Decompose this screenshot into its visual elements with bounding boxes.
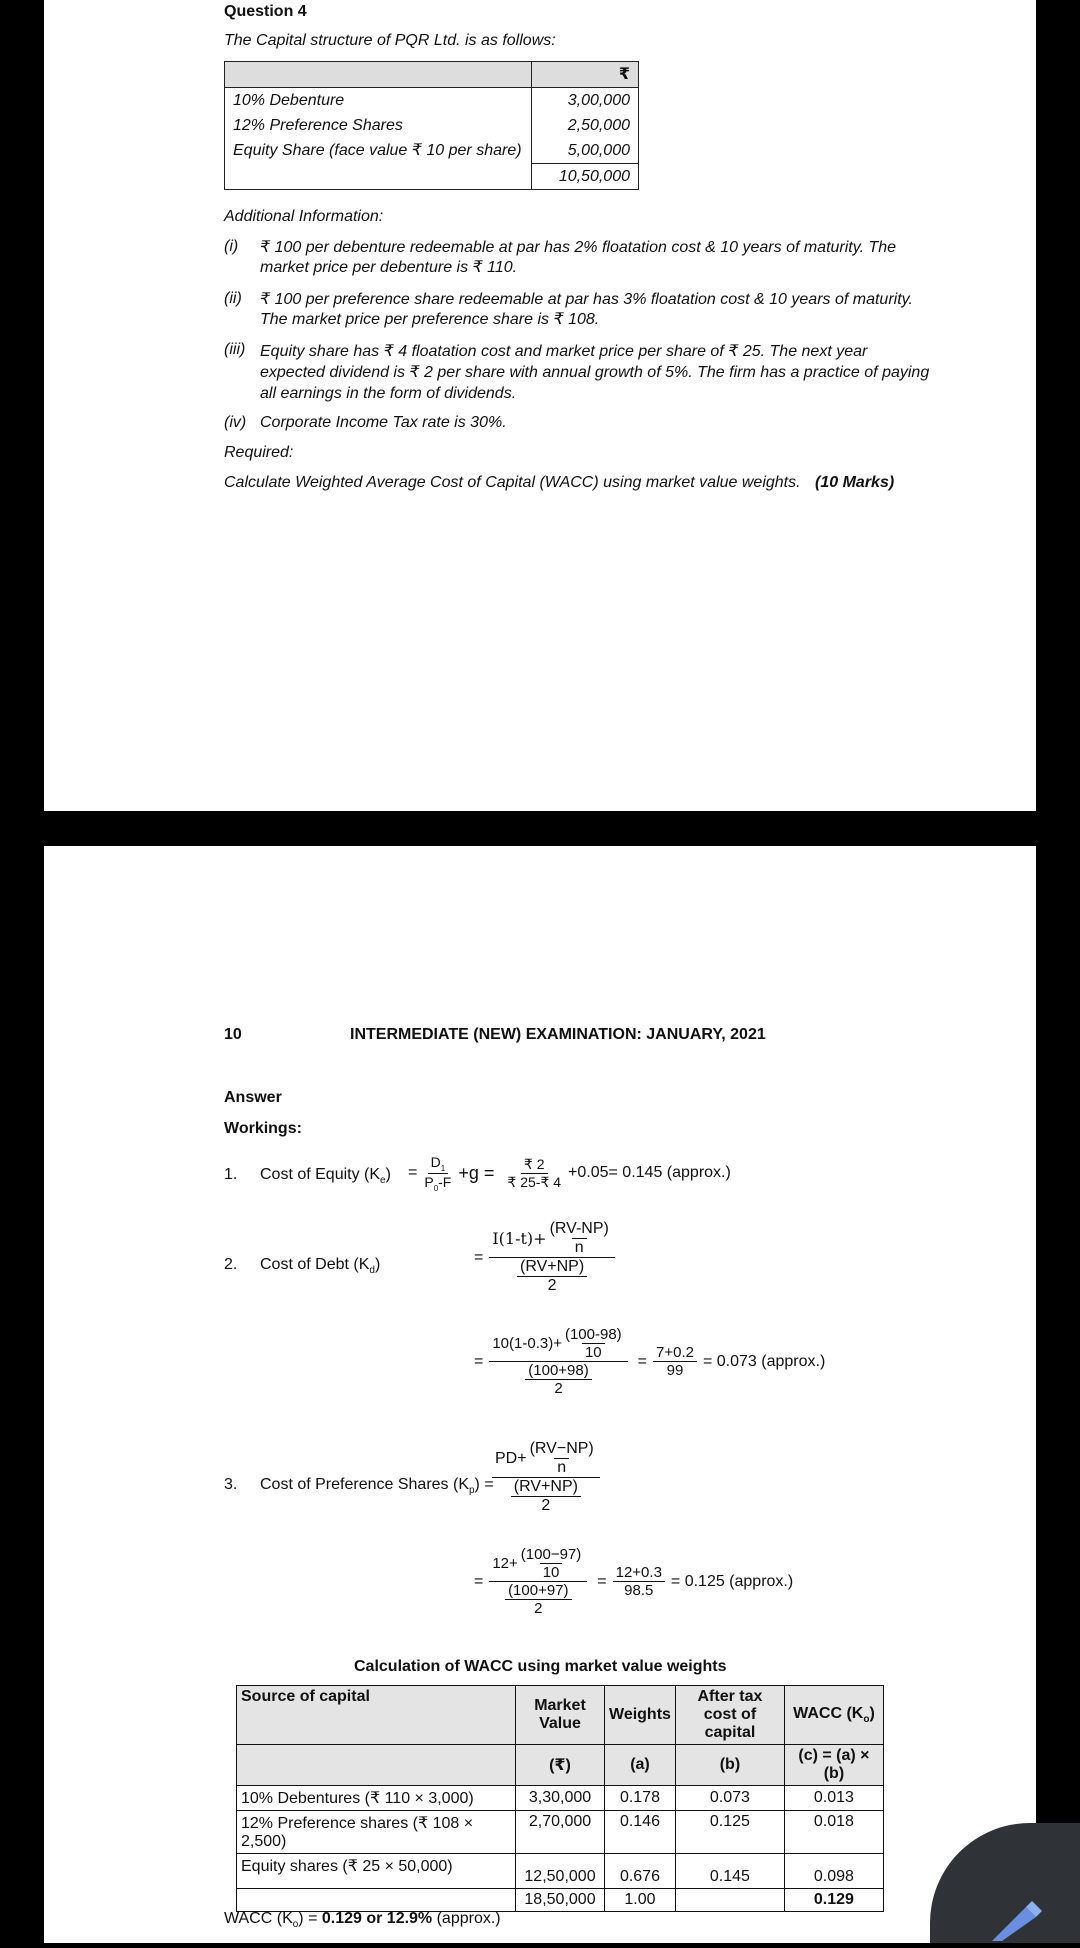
header-wacc: WACC $(K_o)$ — [784, 1686, 883, 1745]
working-1-number: 1. — [224, 1166, 238, 1183]
header-market-value: Market Value — [516, 1686, 605, 1745]
capital-structure-table — [224, 61, 639, 190]
working-3-number: 3. — [224, 1476, 238, 1493]
working-1-formula: = $\frac{D_1}{P_0-F}$ +g = $\frac{₹ 2}{₹ 25-₹ 4}$ +0.05= 0.145 (approx.) — [408, 1154, 731, 1193]
required-text: Calculate Weighted Average Cost of Capital (WACC) using market value weights. (10 Marks) — [224, 474, 895, 491]
table-row: 12% Preference Shares 2,50,000 — [225, 113, 639, 138]
working-2-formula: = I(1-t)+ $\frac{(RV-NP)}{n}$ $\frac{(RV+NP)}{2}$ — [474, 1220, 615, 1295]
working-3-label: Cost of Preference Shares $(K_p)$ = — [260, 1476, 494, 1497]
table-total-row — [225, 164, 639, 190]
working-1-label: Cost of Equity $(K_e)$ — [260, 1166, 391, 1187]
table-units-row: (₹) (a) (b) (c) = (a) × (b) — [237, 1745, 884, 1786]
table-row: 12% Preference shares (₹ 108 × 2,500) 2,70,000 0.146 0.125 0.018 — [237, 1811, 884, 1854]
table-header-row — [237, 1686, 884, 1745]
final-wacc: WACC $(K_o) = 0.129$ or 12.9% (approx.) — [224, 1910, 501, 1931]
table-row: 10% Debentures (₹ 110 × 3,000) 3,30,000 0.178 0.073 0.013 — [237, 1786, 884, 1811]
item-num: (iii) — [224, 341, 246, 358]
info-item: Equity share has ₹ 4 floatation cost and market price per share of ₹ 25. The next year expected dividend is ₹ 2 per share with annual growth of 5%. The firm has a practice of paying all earnings in the form of dividends. — [260, 343, 930, 402]
question-intro: The Capital structure of PQR Ltd. is as follows: — [224, 32, 556, 49]
item-num: (iv) — [224, 414, 247, 431]
question-page — [44, 0, 1036, 811]
table-row: Equity shares (₹ 25 × 50,000) 12,50,000 0.676 0.145 0.098 — [237, 1854, 884, 1889]
currency-header: ₹ — [532, 62, 639, 88]
running-header: INTERMEDIATE (NEW) EXAMINATION: JANUARY, 2021 — [350, 1026, 766, 1043]
working-2-number: 2. — [224, 1256, 238, 1273]
item-num: (i) — [224, 238, 239, 255]
info-item: ₹ 100 per preference share redeemable at par has 3% floatation cost & 10 years of maturity. The market price per preference share is ₹ 108. — [260, 291, 913, 328]
wacc-table-title: Calculation of WACC using market value weights — [354, 1658, 727, 1675]
info-item: ₹ 100 per debenture redeemable at par has 2% floatation cost & 10 years of maturity. The market price per debenture is ₹ 110. — [260, 239, 897, 276]
answer-page — [44, 846, 1036, 1943]
table-row: 10% Debenture 3,00,000 — [225, 88, 639, 114]
required-label: Required: — [224, 444, 294, 461]
item-num: (ii) — [224, 290, 242, 307]
answer-heading: Answer — [224, 1089, 282, 1106]
edit-fab-button[interactable] — [930, 1823, 1080, 1943]
pencil-icon — [930, 1823, 1080, 1943]
marks: (10 Marks) — [815, 474, 895, 491]
working-2-label: Cost of Debt $(K_d)$ — [260, 1256, 381, 1277]
additional-heading: Additional Information: — [224, 208, 384, 225]
info-item: Corporate Income Tax rate is 30%. — [260, 414, 507, 431]
working-2-substitution: = 10(1-0.3)+ $\frac{(100-98)}{10}$ $\frac{(100+98)}{2}$ = $\frac{7+0.2}{99}$ = 0.073 (approx.) — [474, 1326, 826, 1397]
workings-label: Workings: — [224, 1120, 302, 1137]
wacc-table — [236, 1685, 884, 1912]
question-heading: Question 4 — [224, 3, 307, 20]
header-weights: Weights — [605, 1686, 676, 1745]
header-source: Source of capital — [237, 1686, 516, 1745]
working-3-formula: PD+ $\frac{(RV-NP)}{n}$ $\frac{(RV+NP)}{2}$ — [492, 1440, 600, 1515]
table-header-row — [225, 62, 639, 88]
table-row: Equity Share (face value ₹ 10 per share) 5,00,000 — [225, 138, 639, 164]
table-total: 10,50,000 — [532, 164, 639, 190]
header-after-tax-cost: After tax cost of capital — [675, 1686, 784, 1745]
working-3-substitution: = 12+ $\frac{(100-97)}{10}$ $\frac{(100+97)}{2}$ = $\frac{12+0.3}{98.5}$ = 0.125 (approx.) — [474, 1546, 794, 1617]
table-total-row: 18,50,000 1.00 0.129 — [237, 1889, 884, 1912]
page-number: 10 — [224, 1026, 242, 1043]
